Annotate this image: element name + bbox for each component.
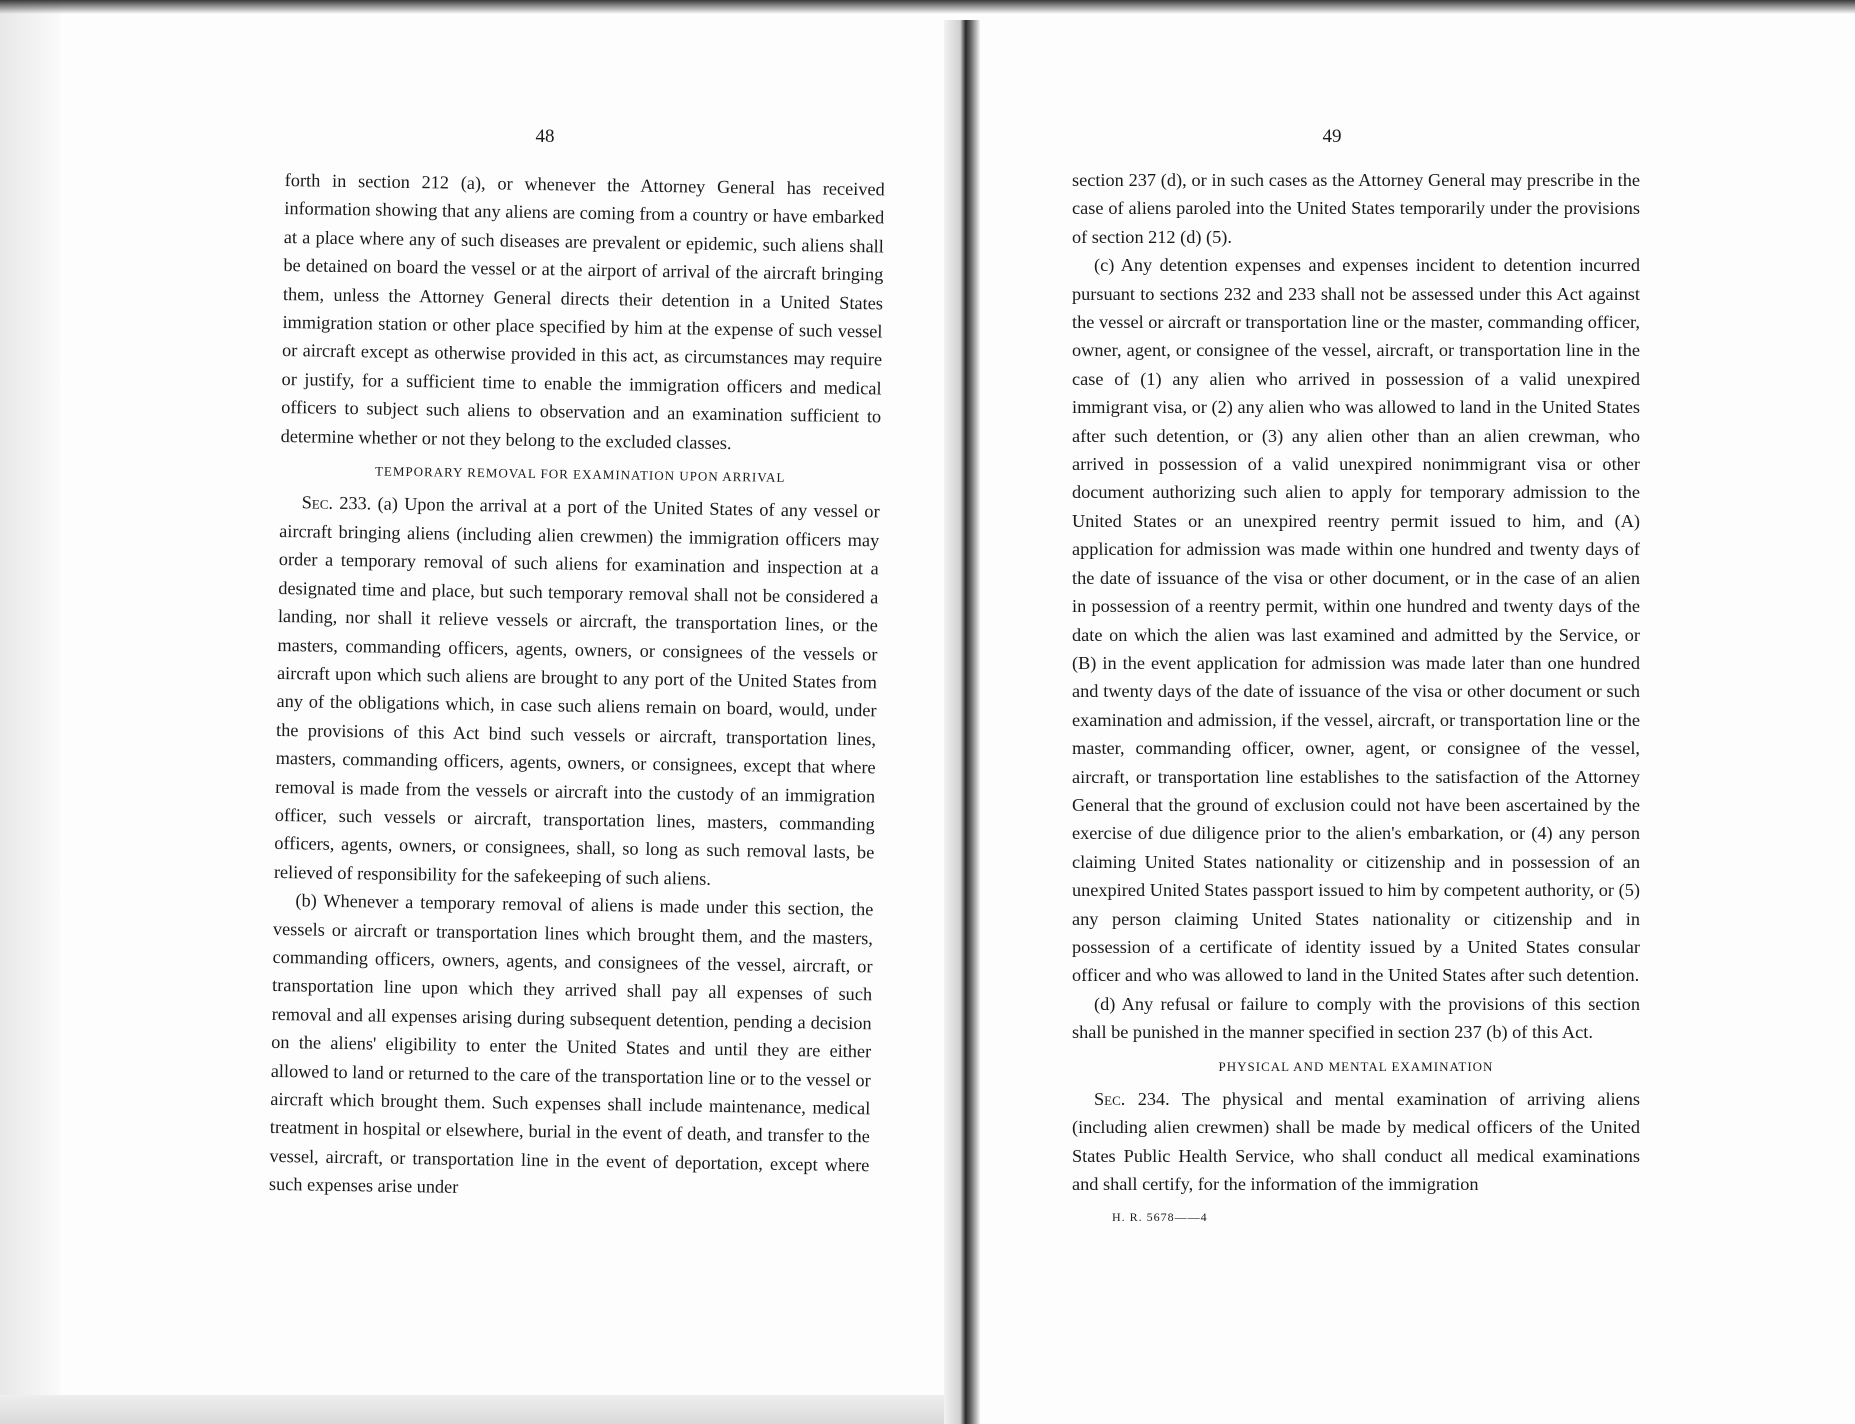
paragraph: (d) Any refusal or failure to comply with the provisions of this section shall be punished in the manner specified in section 237 (b) of this Act. (1072, 993, 1640, 1043)
section-text: The physical and mental examination of arriving aliens (including alien crewmen) shall be made by medical officers of the United States Public Health Service, who shall conduct all medical examinations and shall certify, for the information of the immigration (1072, 1089, 1640, 1195)
right-page-body (1072, 166, 1640, 1231)
book-gutter (944, 20, 980, 1424)
section-label: Sec. 233. (301, 492, 372, 514)
page-number: 48 (535, 126, 555, 147)
signature-mark: H. R. 5678——4 (1112, 1209, 1208, 1224)
page-stack-edge (0, 1395, 960, 1424)
section-label: Sec. 234. (1094, 1089, 1170, 1109)
section-paragraph (274, 488, 880, 895)
left-cover-edge (0, 0, 60, 1424)
paragraph: section 237 (d), or in such cases as the Attorney General may prescribe in the case of aliens paroled into the United States temporarily under the provisions of section 212 (d) (5). (1072, 170, 1640, 247)
left-page-body (269, 166, 885, 1208)
top-shadow (0, 0, 1855, 14)
paragraph: (b) Whenever a temporary removal of aliens is made under this section, the vessels or aircraft or transportation lines which brought them, and the masters, commanding officers, owners, agents, and consignees of the vessel, aircraft, or transportation line upon which they arrived shall pay all expenses of such removal and all expenses arising during subsequent detention, pending a decision on the aliens' eligibility to enter the United States and until they are either allowed to land or returned to the care of the transportation line or to the vessel or aircraft which brought them. Such expenses shall include maintenance, medical treatment in hospital or elsewhere, burial in the event of death, and transfer to the vessel, aircraft, or transportation line in the event of deportation, except where such expenses arise under (268, 890, 874, 1198)
section-heading: TEMPORARY REMOVAL FOR EXAMINATION UPON ARRIVAL (374, 463, 786, 485)
section-text: (a) Upon the arrival at a port of the United States of any vessel or aircraft bringing aliens (including alien crewmen) the immigration officers may order a temporary removal of such aliens for examination and inspection at a designated time and place, but such temporary removal shall not be considered a landing, nor shall it relieve vessels or aircraft, the transportation lines, or the masters, commanding officers, agents, owners, or consignees of the vessels or aircraft upon which such aliens are brought to any port of the United States from any of the obligations which, in case such aliens remain on board, would, under the provisions of this Act bind such vessels or aircraft, transportation lines, masters, commanding officers, agents, owners, or consignees, except that where removal is made from the vessels or aircraft into the custody of an immigration officer, such vessels or aircraft, transportation lines, masters, commanding officers, agents, owners, or consignees, shall, so long as such removal lasts, be relieved of responsibility for the safekeeping of such aliens. (273, 493, 880, 889)
section-heading: PHYSICAL AND MENTAL EXAMINATION (1218, 1058, 1494, 1074)
paragraph: forth in section 212 (a), or whenever the Attorney General has received information showing that any aliens are coming from a country or have embarked at a place where any of such diseases are prevalent or epidemic, such aliens shall be detained on board the vessel or at the airport of arrival of the aircraft bringing them, unless the Attorney General directs their detention in a United States immigration station or other place specified by him at the expense of such vessel or aircraft except as otherwise provided in this act, as circumstances may require or justify, for a sufficient time to enable the immigration officers and medical officers to subject such aliens to observation and an examination sufficient to determine whether or not they belong to the excluded classes. (280, 169, 885, 453)
page-number: 49 (1322, 126, 1342, 147)
left-page (268, 126, 885, 1199)
paragraph: (c) Any detention expenses and expenses incident to detention incurred pursuant to sections 232 and 233 shall not be assessed under this Act against the vessel or aircraft or transportation line or the master, commanding officer, owner, agent, or consignee of the vessel, aircraft, or transportation line in the case of (1) any alien who arrived in possession of a valid unexpired immigrant visa, or (2) any alien who was allowed to land in the United States after such detention, or (3) any alien other than an alien crewman, who arrived in possession of a valid unexpired nonimmigrant visa or other document authorizing such alien to apply for temporary admission to the United States or an unexpired reentry permit issued to him, and (A) application for admission was made within one hundred and twenty days of the date of issuance of the visa or other document, or in the case of an alien in possession of a reentry permit, within one hundred and twenty days of the date on which the alien was last examined and admitted by the Service, or (B) in the event application for admission was made later than one hundred and twenty days of the date of issuance of the visa or other document or such examination and admission, if the vessel, aircraft, or transportation line or the master, commanding officer, owner, agent, or consignee of the vessel, aircraft, or transportation line establishes to the satisfaction of the Attorney General that the ground of exclusion could not have been ascertained by the exercise of due diligence prior to the alien's embarkation, or (4) any person claiming United States nationality or citizenship and in possession of an unexpired United States passport issued to him by competent authority, or (5) any person claiming United States nationality or citizenship and in possession of a certificate of identity issued by a United States consular officer and who was allowed to land in the United States after such detention. (1072, 255, 1640, 986)
section-paragraph (1072, 1085, 1640, 1199)
right-page (1072, 126, 1640, 1231)
